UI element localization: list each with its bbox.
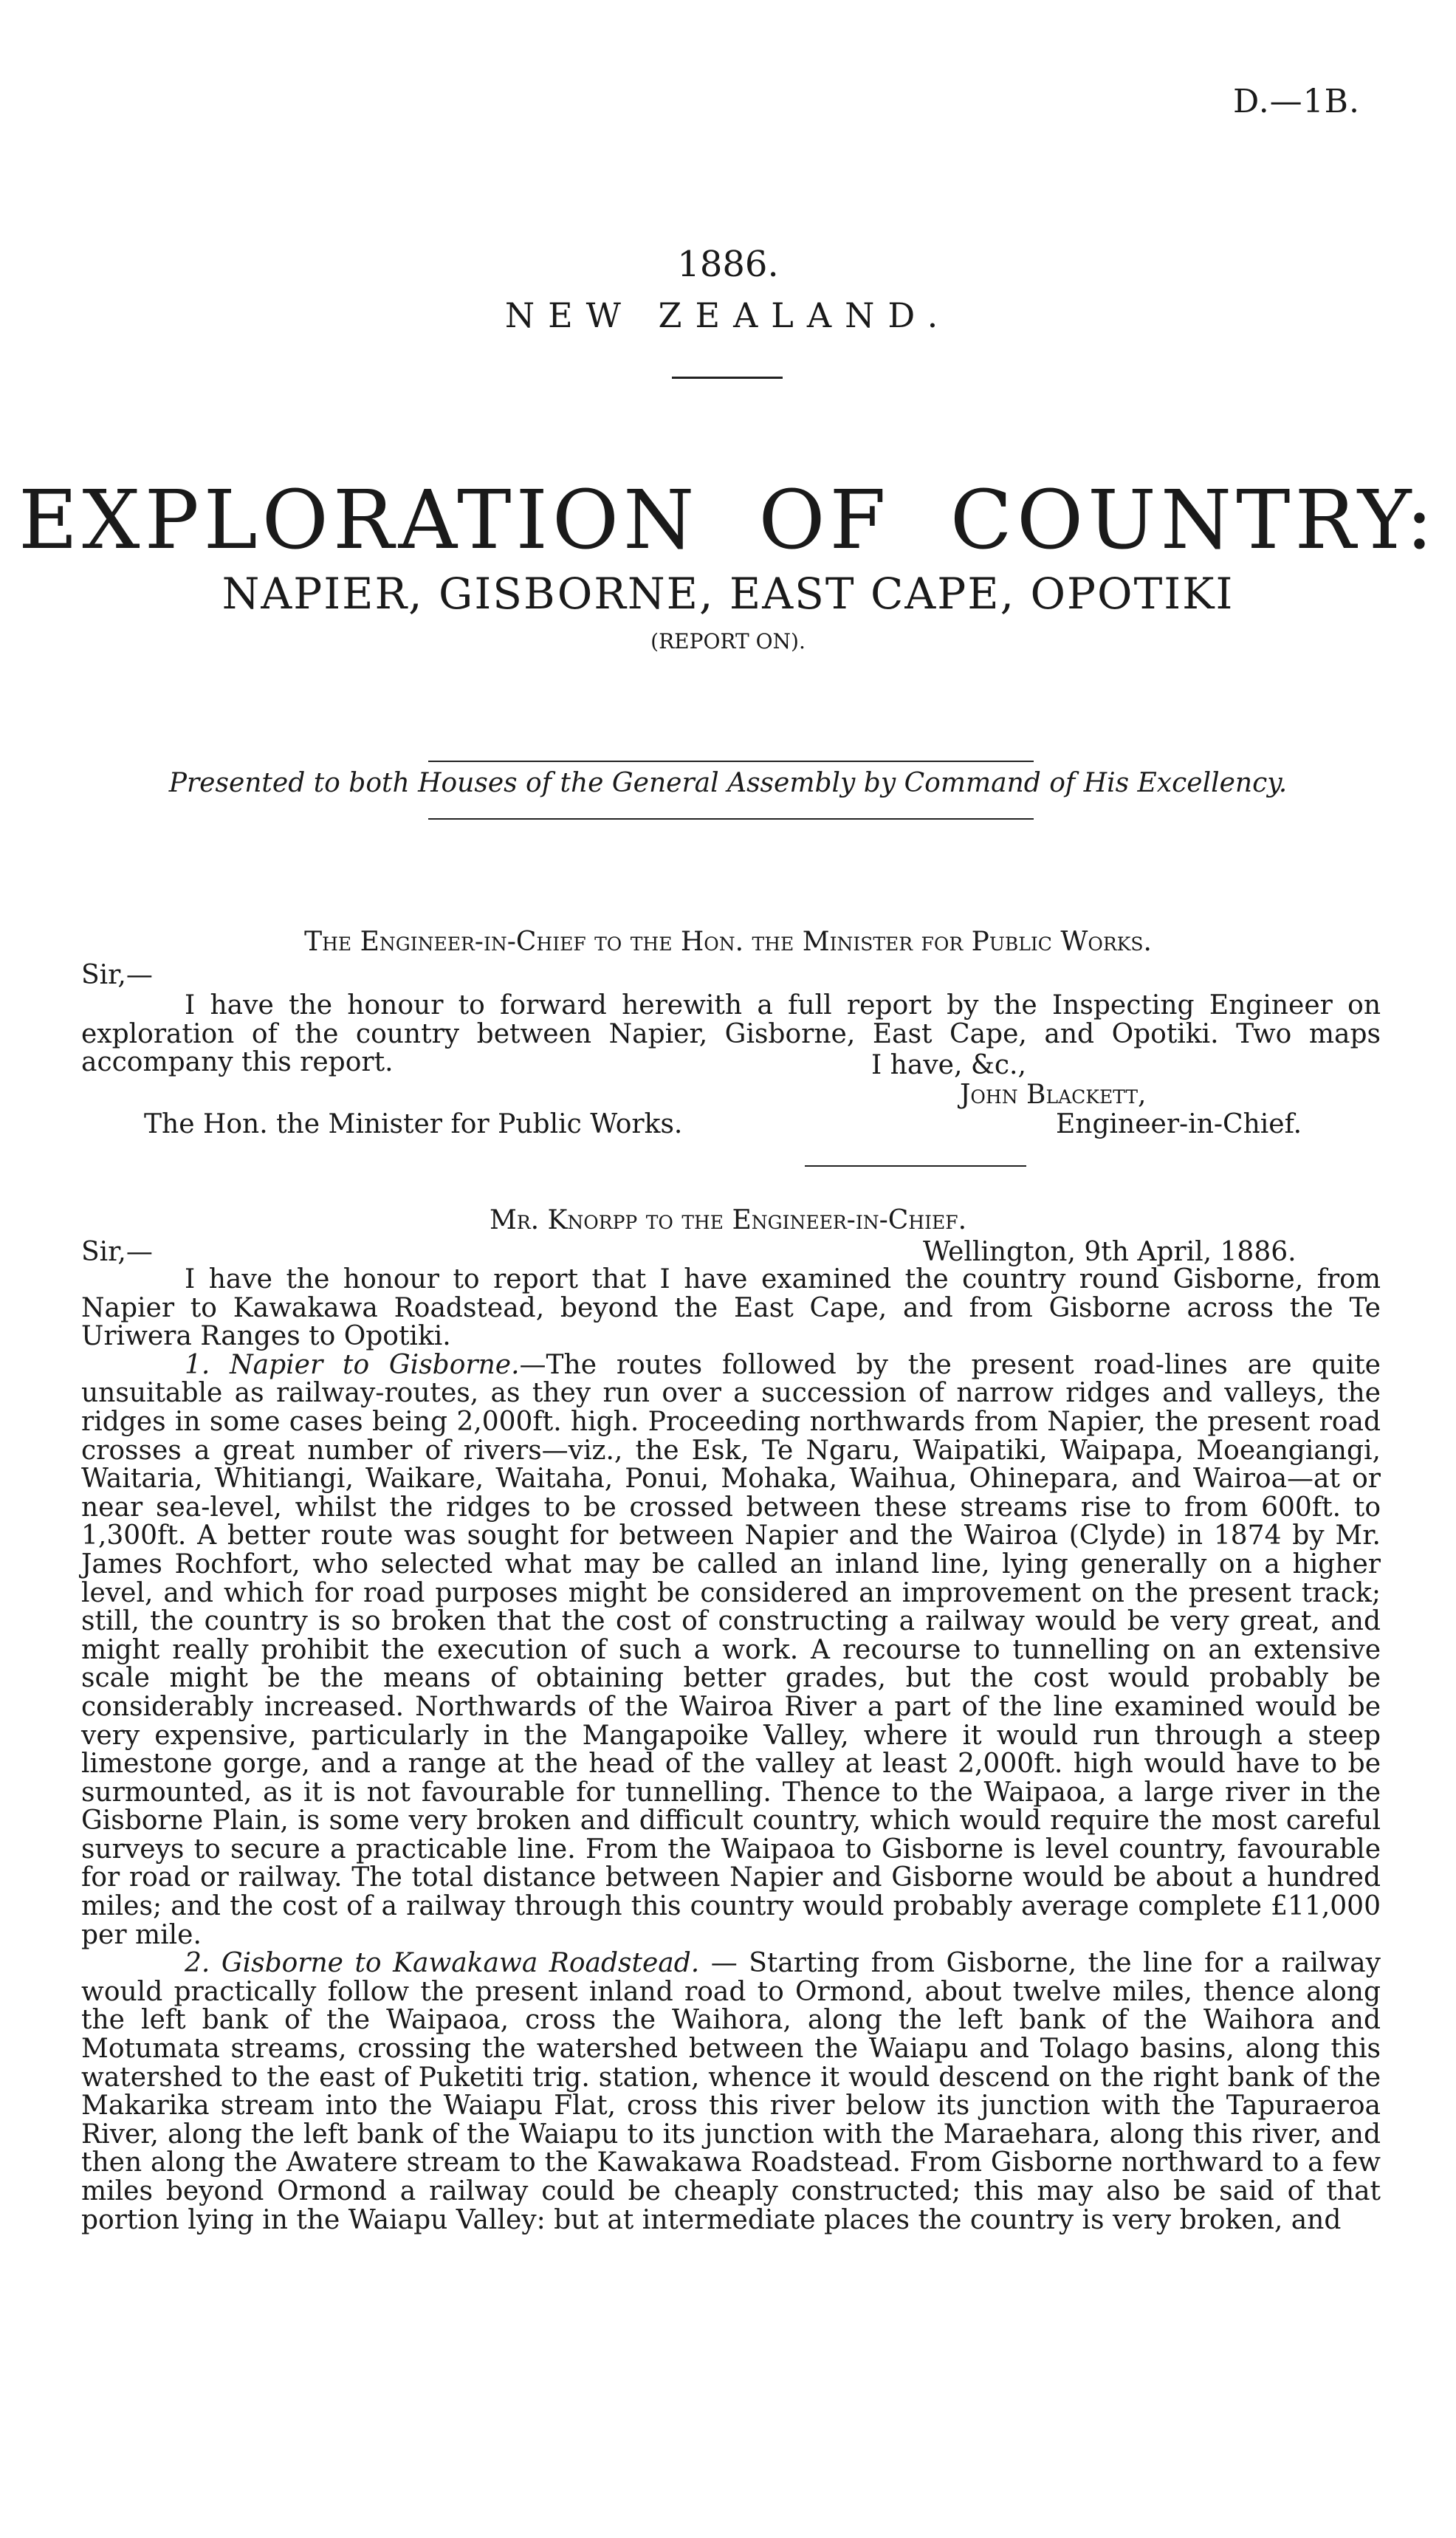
letter2-section1 — [81, 1351, 1381, 1949]
letter2-salutation: Sir,— — [81, 1237, 153, 1267]
divider — [428, 761, 1034, 762]
presentation-note: Presented to both Houses of the General Assembly by Command of His Excellency. — [168, 768, 1288, 798]
report-on-label: (REPORT ON). — [650, 629, 806, 654]
divider — [805, 1165, 1026, 1167]
letter1-addressee: The Hon. the Minister for Public Works. — [144, 1109, 683, 1139]
section1-label: 1. Napier to Gisborne. — [185, 1349, 520, 1380]
letter2-heading-wrap — [0, 1205, 1456, 1235]
country-heading: NEW ZEALAND. — [504, 295, 952, 335]
letter2-section2 — [81, 1949, 1381, 2235]
letter1-body-text: I have the honour to forward herewith a full report by the Inspecting Engineer on exploration of the country between Napier, Gisborne, East Cape, and Opotiki. Two maps accompany this report. — [81, 990, 1381, 1078]
letter1-signer-title: Engineer-in-Chief. — [1056, 1109, 1302, 1139]
divider — [672, 377, 783, 379]
letter2-heading: Mr. Knorpp to the Engineer-in-Chief. — [489, 1205, 967, 1235]
letter1-signature: John Blackett, — [960, 1080, 1147, 1110]
letter2-place-date: Wellington, 9th April, 1886. — [923, 1237, 1297, 1267]
letter1-closing: I have, &c., — [871, 1050, 1026, 1080]
section2-label: 2. Gisborne to Kawakawa Roadstead. — [185, 1948, 700, 1979]
letter1-heading: The Engineer-in-Chief to the Hon. the Minister for Public Works. — [304, 927, 1152, 957]
page-subtitle: NAPIER, GISBORNE, EAST CAPE, OPOTIKI — [222, 569, 1234, 619]
letter2-body — [81, 1266, 1381, 2235]
publication-year: 1886. — [677, 244, 779, 285]
section1-text: —The routes followed by the present road-lines are quite unsuitable as railway-routes, as they run over a succession of narrow ridges and valleys, the ridges in some cases being 2,000ft. high. Proceeding northwards from Napier, the present road crosses a great number of rivers—viz., the Esk, Te Ngaru, Waipatiki, Waipapa, Moeangiangi, Waitaria, Whitiangi, Waikare, Waitaha, Ponui, Mohaka, Waihua, Ohinepara, and Wairoa—at or near sea-level, whilst the ridges to be crossed between these streams rise to from 600ft. to 1,300ft. A better route was sought for between Napier and the Wairoa (Clyde) in 1874 by Mr. James Rochfort, who selected what may be called an inland line, lying generally on a higher level, and which for road purposes might be considered an improvement on the present track; still, the country is so broken that the cost of constructing a railway would be very great, and might really prohibit the execution of such a work. A recourse to tunnelling on an extensive scale might be the means of obtaining better grades, but the cost would probably be considerably increased. Northwards of the Wairoa River a part of the line examined would be very expensive, particularly in the Mangapoike Valley, where it would run through a steep limestone gorge, and a range at the head of the valley at least 2,000ft. high would have to be surmounted, as it is not favourable for tunnelling. Thence to the Waipaoa, a large river in the Gisborne Plain, is some very broken and difficult country, which would require the most careful surveys to secure a practicable line. From the Waipaoa to Gisborne is level country, favourable for road or railway. The total distance between Napier and Gisborne would be about a hundred miles; and the cost of a railway through this country would probably average complete £11,000 per mile. — [81, 1349, 1381, 1950]
page-title: EXPLORATION OF COUNTRY: — [18, 473, 1438, 567]
document-reference: D.—1B. — [1232, 83, 1360, 120]
letter1-salutation: Sir,— — [81, 960, 153, 990]
letter1-body — [81, 992, 1381, 1077]
divider — [428, 818, 1034, 820]
section2-text: — Starting from Gisborne, the line for a railway would practically follow the present inland road to Ormond, about twelve miles, thence along the left bank of the Waipaoa, cross the Waihora, along the left bank of the Waihora and Motumata streams, crossing the watershed between the Waiapu and Tolago basins, along this watershed to the east of Puketiti trig. station, whence it would descend on the right bank of the Makarika stream into the Waiapu Flat, cross this river below its junction with the Tapuraeroa River, along the left bank of the Waiapu to its junction with the Maraehara, along this river, and then along the Awatere stream to the Kawakawa Roadstead. From Gisborne northward to a few miles beyond Ormond a railway could be cheaply constructed; this may also be said of that portion lying in the Waiapu Valley: but at intermediate places the country is very broken, and — [81, 1948, 1381, 2235]
letter2-intro: I have the honour to report that I have examined the country round Gisborne, from Napier to Kawakawa Roadstead, beyond the East Cape, and from Gisborne across the Te Uriwera Ranges to Opotiki. — [81, 1264, 1381, 1352]
